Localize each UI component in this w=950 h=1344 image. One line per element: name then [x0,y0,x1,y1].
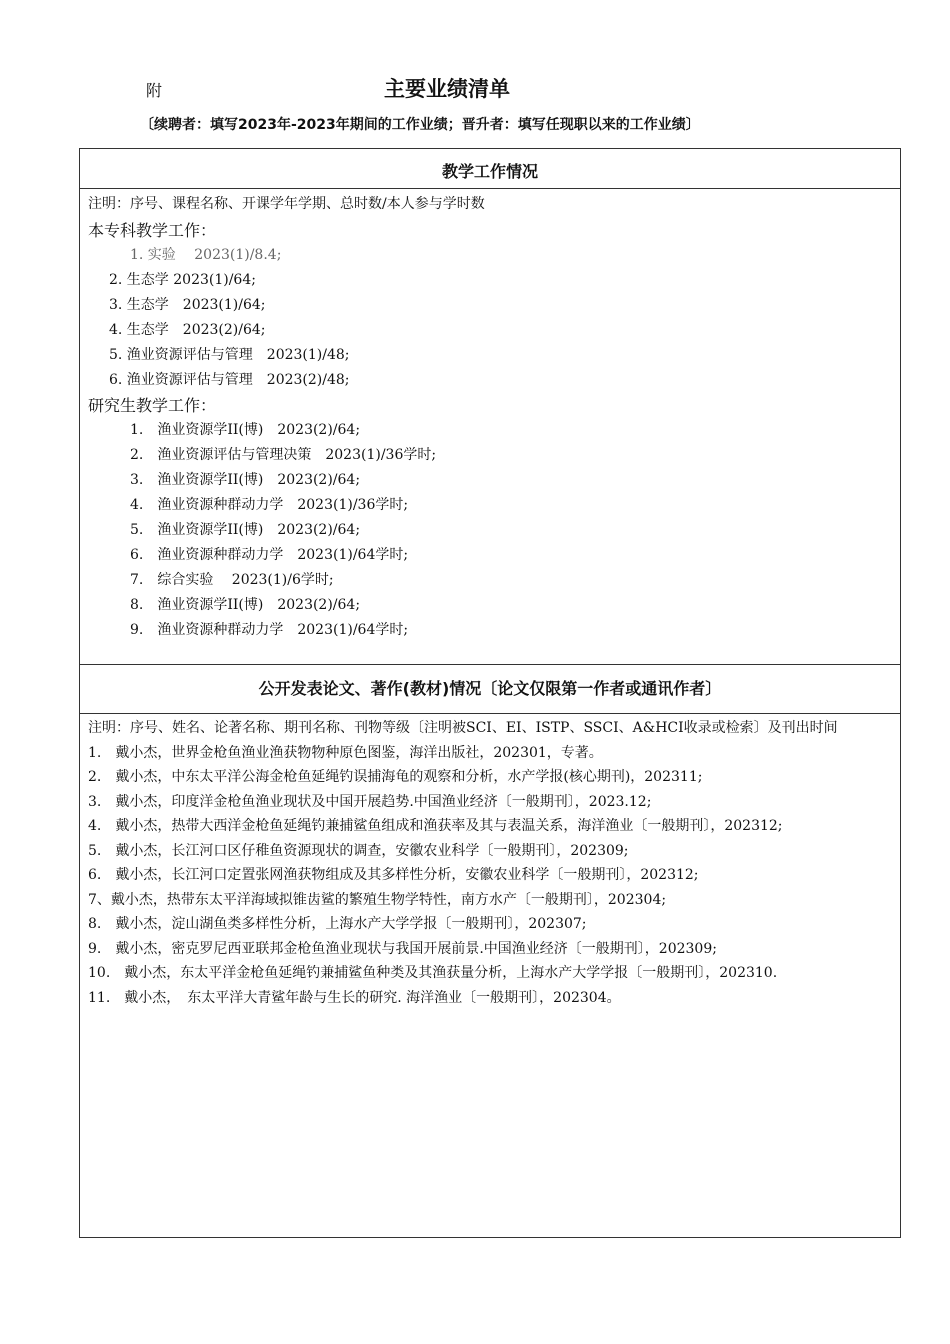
grad-item: 7. 综合实验 2023(1)/6学时; [130,572,334,588]
grad-item: 6. 渔业资源种群动力学 2023(1)/64学时; [130,547,409,563]
appendix-label: 附 [146,81,163,100]
paper-item: 9. 戴小杰，密克罗尼西亚联邦金枪鱼渔业现状与我国开展前景.中国渔业经济〔一般期刊〕，202309; [88,940,717,957]
papers-section-title: 公开发表论文、著作(教材)情况〔论文仅限第一作者或通讯作者〕 [258,679,722,698]
grad-item: 1. 渔业资源学II(博) 2023(2)/64; [130,422,361,438]
undergrad-item [130,244,281,264]
paper-item: 2. 戴小杰，中东太平洋公海金枪鱼延绳钓误捕海龟的观察和分析，水产学报(核心期刊)，202311; [88,769,703,785]
paper-item: 6. 戴小杰，长江河口定置张网渔获物组成及其多样性分析，安徽农业科学〔一般期刊〕，202312; [88,867,699,883]
teaching-section-title: 教学工作情况 [441,162,538,181]
grad-item: 2. 渔业资源评估与管理决策 2023(1)/36学时; [130,447,437,463]
undergrad-item: 4. 生态学 2023(2)/64; [109,322,266,338]
page-title: 主要业绩清单 [384,77,510,101]
grad-item: 3. 渔业资源学II(博) 2023(2)/64; [130,472,361,488]
grad-item: 8. 渔业资源学II(博) 2023(2)/64; [130,597,361,613]
papers-list [88,716,894,1010]
divider [80,188,900,189]
undergrad-item: 5. 渔业资源评估与管理 2023(1)/48; [109,347,350,363]
grad-item: 9. 渔业资源种群动力学 2023(1)/64学时; [130,622,409,638]
undergrad-item-text: 1. 实验 2023(1)/8.4; [130,247,282,263]
page-subtitle: 〔续聘者：填写2023年-2023年期间的工作业绩；晋升者：填写任现职以来的工作业绩〕 [140,117,700,133]
divider [80,713,900,714]
grad-heading: 研究生教学工作： [88,396,217,415]
undergrad-item: 6. 渔业资源评估与管理 2023(2)/48; [109,372,350,388]
grad-item: 4. 渔业资源种群动力学 2023(1)/36学时; [130,497,409,513]
paper-item: 11. 戴小杰， 东太平洋大青鲨年龄与生长的研究. 海洋渔业〔一般期刊〕，202304。 [88,989,621,1006]
divider [80,664,900,665]
undergrad-item: 2. 生态学 2023(1)/64; [109,272,256,288]
undergrad-item: 3. 生态学 2023(1)/64; [109,297,266,313]
teaching-note: 注明：序号、课程名称、开课学年学期、总时数/本人参与学时数 [88,196,485,212]
paper-item: 10. 戴小杰，东太平洋金枪鱼延绳钓兼捕鲨鱼种类及其渔获量分析，上海水产大学学报〔一般期刊〕，202310. [88,965,778,981]
paper-item: 4. 戴小杰，热带大西洋金枪鱼延绳钓兼捕鲨鱼组成和渔获率及其与表温关系，海洋渔业〔一般期刊〕，202312; [88,818,783,834]
grad-item: 5. 渔业资源学II(博) 2023(2)/64; [130,522,361,538]
achievements-table [79,148,901,1238]
paper-item: 1. 戴小杰，世界金枪鱼渔业渔获物物种原色图鉴，海洋出版社，202301，专著。 [88,744,603,761]
paper-item: 5. 戴小杰，长江河口区仔稚鱼资源现状的调查，安徽农业科学〔一般期刊〕，202309; [88,842,629,859]
paper-item: 7、戴小杰，热带东太平洋海域拟锥齿鲨的繁殖生物学特性，南方水产〔一般期刊〕，202304; [88,891,667,908]
undergrad-heading: 本专科教学工作： [88,221,217,240]
paper-item: 3. 戴小杰，印度洋金枪鱼渔业现状及中国开展趋势.中国渔业经济〔一般期刊〕，2023.12; [88,793,652,810]
papers-note: 注明：序号、姓名、论著名称、期刊名称、刊物等级〔注明被SCI、EI、ISTP、SSCI、A&HCI收录或检索〕及刊出时间 [88,720,838,736]
paper-item: 8. 戴小杰，淀山湖鱼类多样性分析，上海水产大学学报〔一般期刊〕，202307; [88,916,587,932]
